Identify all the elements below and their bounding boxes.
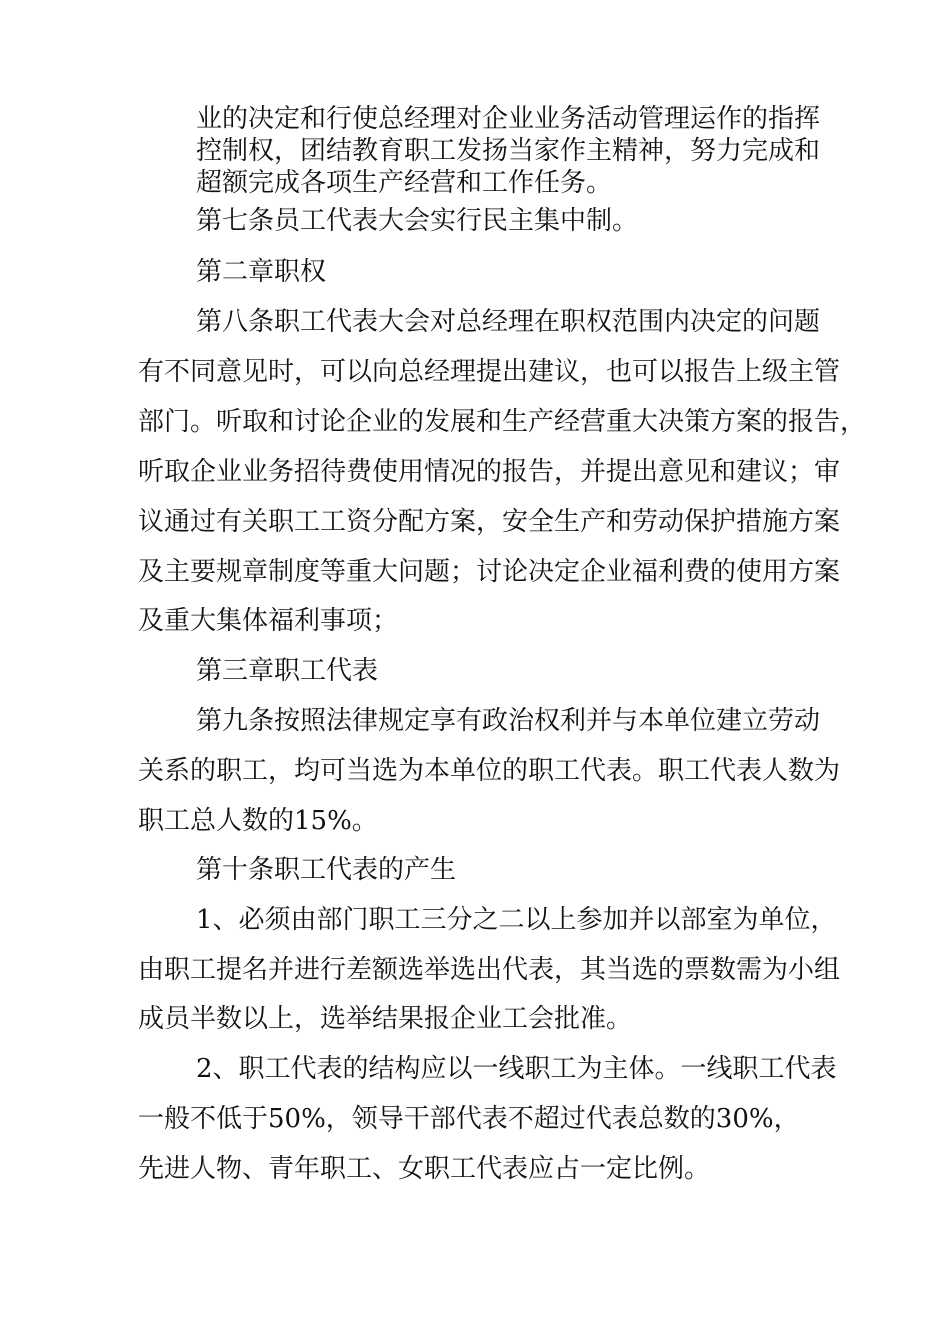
clause-2-line-1: 2、职工代表的结构应以一线职工为主体。一线职工代表 <box>196 1054 837 1084</box>
article-10-heading: 第十条职工代表的产生 <box>196 855 457 885</box>
chapter-3-heading: 第三章职工代表 <box>196 656 379 686</box>
clause-1-line-1: 1、必须由部门职工三分之二以上参加并以部室为单位， <box>196 905 837 935</box>
article-9-line-1: 第九条按照法律规定享有政治权利并与本单位建立劳动 <box>196 706 821 736</box>
clause-2-line-2: 一般不低于50%，领导干部代表不超过代表总数的30%， <box>138 1104 800 1134</box>
clause-1-line-2: 由职工提名并进行差额选举选出代表，其当选的票数需为小组 <box>138 955 841 985</box>
article-7: 第七条员工代表大会实行民主集中制。 <box>196 206 639 236</box>
article-8-line-3: 部门。听取和讨论企业的发展和生产经营重大决策方案的报告， <box>138 407 867 437</box>
text-line-2: 控制权，团结教育职工发扬当家作主精神，努力完成和 <box>196 136 821 166</box>
article-8-line-5: 议通过有关职工工资分配方案，安全生产和劳动保护措施方案 <box>138 507 841 537</box>
article-8-line-6: 及主要规章制度等重大问题；讨论决定企业福利费的使用方案 <box>138 557 841 587</box>
chapter-2-heading: 第二章职权 <box>196 257 327 287</box>
clause-1-line-3: 成员半数以上，选举结果报企业工会批准。 <box>138 1004 633 1034</box>
article-9-line-2: 关系的职工，均可当选为本单位的职工代表。职工代表人数为 <box>138 756 841 786</box>
text-line-3: 超额完成各项生产经营和工作任务。 <box>196 168 613 198</box>
article-8-line-4: 听取企业业务招待费使用情况的报告，并提出意见和建议；审 <box>138 457 841 487</box>
clause-2-line-3: 先进人物、青年职工、女职工代表应占一定比例。 <box>138 1154 711 1184</box>
text-line-1: 业的决定和行使总经理对企业业务活动管理运作的指挥 <box>196 104 821 134</box>
article-8-line-2: 有不同意见时，可以向总经理提出建议，也可以报告上级主管 <box>138 357 841 387</box>
article-9-line-3: 职工总人数的15%。 <box>138 806 378 836</box>
article-8-line-1: 第八条职工代表大会对总经理在职权范围内决定的问题 <box>196 307 821 337</box>
article-8-line-7: 及重大集体福利事项； <box>138 606 399 636</box>
